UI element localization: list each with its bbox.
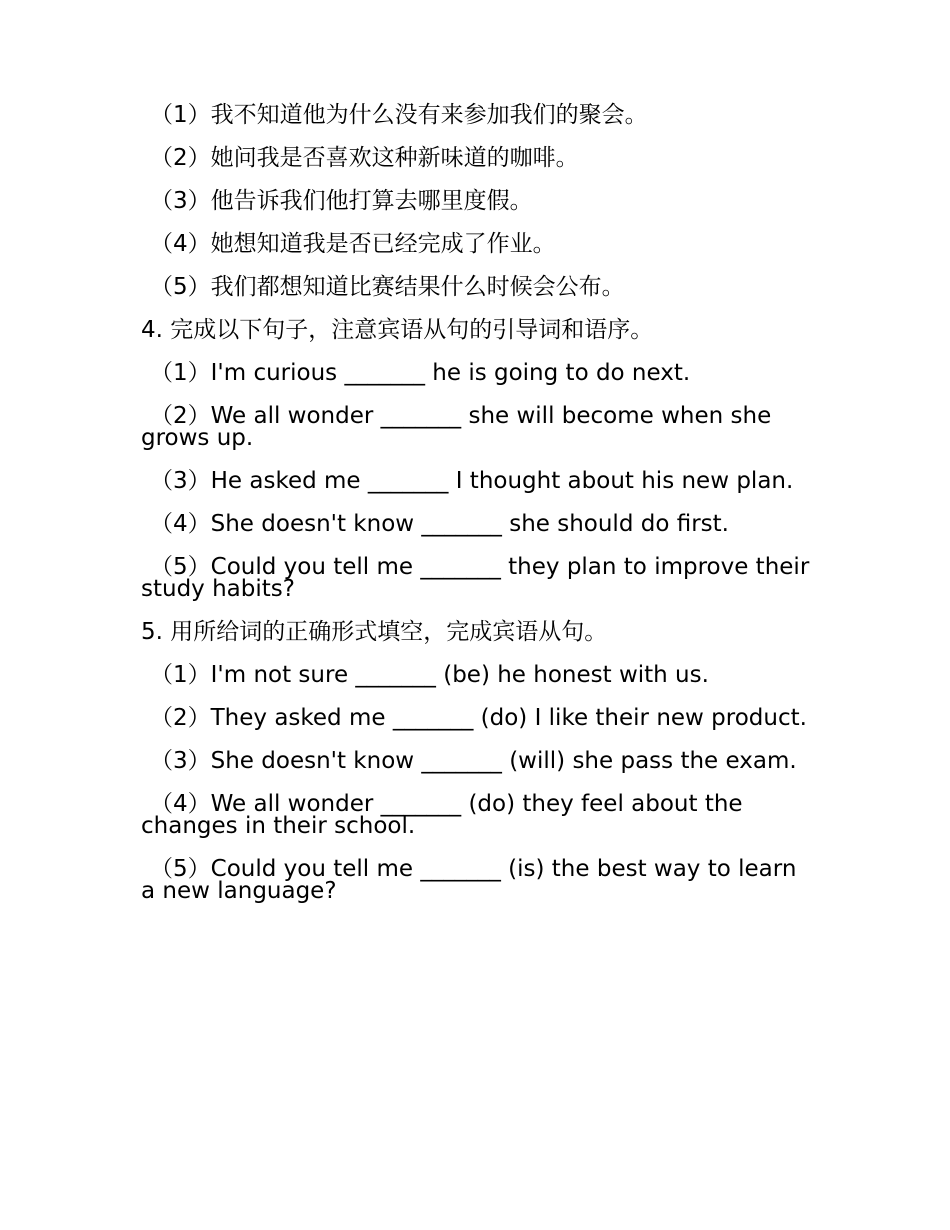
translation-item-2: （2）她问我是否喜欢这种新味道的咖啡。 xyxy=(150,145,579,171)
translation-item-5: （5）我们都想知道比赛结果什么时候会公布。 xyxy=(150,274,625,300)
translation-item-1: （1）我不知道他为什么没有来参加我们的聚会。 xyxy=(150,102,648,128)
completion-item-3: （3）He asked me _______ I thought about his new plan. xyxy=(150,468,794,494)
completion-item-5: （5）Could you tell me _______ they plan to improve their study habits? xyxy=(141,554,810,602)
fill-blank-item-3: （3）She doesn't know _______ (will) she pass the exam. xyxy=(150,748,797,774)
fill-blank-item-5: （5）Could you tell me _______ (is) the best way to learn a new language? xyxy=(141,856,797,904)
section-5-heading: 5. 用所给词的正确形式填空，完成宾语从句。 xyxy=(141,619,608,645)
completion-item-4: （4）She doesn't know _______ she should do first. xyxy=(150,511,729,537)
fill-blank-item-2: （2）They asked me _______ (do) I like their new product. xyxy=(150,705,807,731)
fill-blank-item-4: （4）We all wonder _______ (do) they feel about the changes in their school. xyxy=(141,791,743,839)
translation-item-3: （3）他告诉我们他打算去哪里度假。 xyxy=(150,188,533,214)
section-4-heading: 4. 完成以下句子，注意宾语从句的引导词和语序。 xyxy=(141,317,654,343)
translation-item-4: （4）她想知道我是否已经完成了作业。 xyxy=(150,231,556,257)
completion-item-2: （2）We all wonder _______ she will become when she grows up. xyxy=(141,403,772,451)
exercise-content xyxy=(141,104,811,923)
fill-blank-item-1: （1）I'm not sure _______ (be) he honest with us. xyxy=(150,662,709,688)
completion-item-1: （1）I'm curious _______ he is going to do next. xyxy=(150,360,691,386)
